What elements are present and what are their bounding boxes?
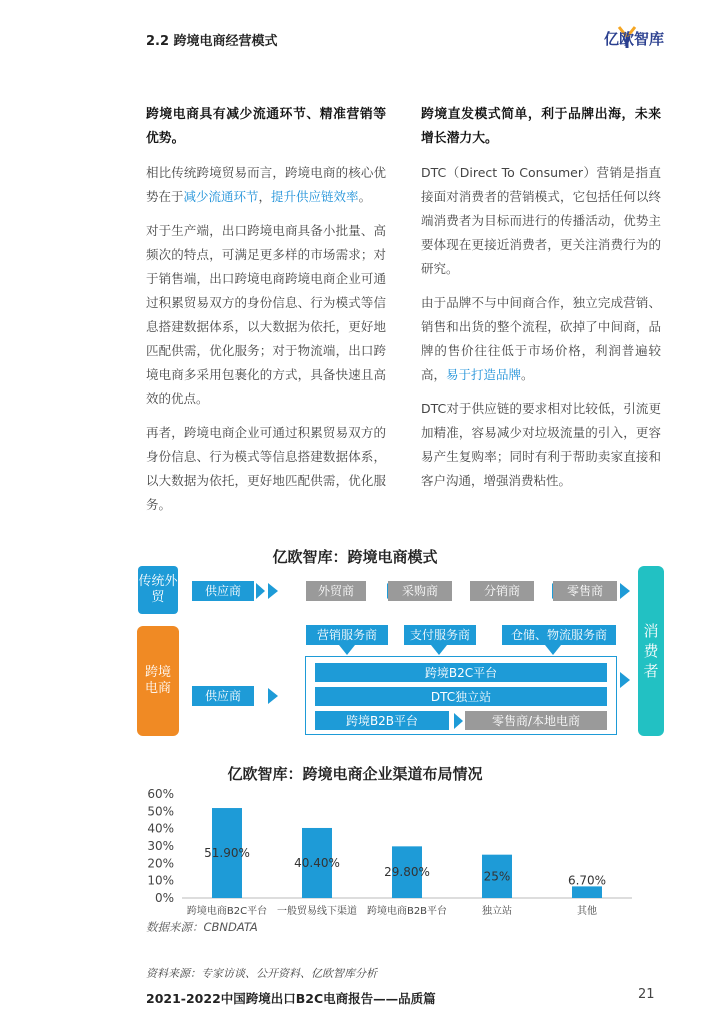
- right-paragraph-2: 由于品牌不与中间商合作，独立完成营销、销售和出货的整个流程，砍掉了中间商，品牌的售价往往低于市场价格，利润普遍较高，易于打造品牌。: [421, 295, 661, 382]
- traditional-trade-box: 传统外贸: [138, 566, 178, 614]
- bar-value-label: 51.90%: [204, 846, 250, 861]
- bar-value-label: 25%: [483, 869, 511, 884]
- bar-value-label: 29.80%: [384, 865, 430, 880]
- x-category-label: 跨境电商B2B平台: [366, 906, 448, 917]
- bar-value-label: 40.40%: [294, 855, 340, 870]
- highlight-supply-chain: 提升供应链效率: [271, 189, 359, 204]
- traditional-supplier-box: 供应商: [192, 581, 254, 601]
- bar: [572, 886, 602, 898]
- chain-distributor: 分销商: [470, 581, 534, 601]
- x-category-label: 跨境电商B2C平台: [186, 906, 268, 917]
- footer-source: 资料来源：专家访谈、公开资料、亿欧智库分析: [146, 967, 377, 980]
- cross-border-supplier-box: 供应商: [192, 686, 254, 706]
- x-category-label: 其他: [577, 906, 597, 917]
- service-logistics: 仓储、物流服务商: [502, 625, 616, 645]
- chain-retailer: 零售商: [553, 581, 617, 601]
- page-number: 21: [638, 987, 655, 1002]
- report-title: 2021-2022中国跨境出口B2C电商报告——品质篇: [146, 991, 436, 1006]
- left-paragraph-2: 对于生产端，出口跨境电商具备小批量、高频次的特点，可满足更多样的市场需求；对于销售端，出口跨境电商跨境电商企业可通过积累贸易双方的身份信息、行为模式等信息搭建数据体系，以大数据为依托，更好地匹配供需，优化服务；对于物流端，出口跨境电商多采用包裹化的方式，具备快速且高效的优点。: [146, 223, 386, 406]
- right-lead: 跨境直发模式简单，利于品牌出海，未来增长潜力大。: [421, 107, 661, 146]
- highlight-brand: 易于打造品牌: [446, 367, 522, 382]
- consumer-box: 消费者: [638, 566, 664, 736]
- left-paragraph-3: 再者，跨境电商企业可通过积累贸易双方的身份信息、行为模式等信息搭建数据体系，以大数据为依托，更好地匹配供需，优化服务。: [146, 425, 386, 512]
- cross-border-box: 跨境电商: [137, 626, 179, 736]
- retailer-local-box: 零售商/本地电商: [465, 711, 607, 730]
- left-paragraph-1: 相比传统跨境贸易而言，跨境电商的核心优势在于减少流通环节，提升供应链效率。: [146, 165, 386, 204]
- y-tick-label: 30%: [147, 839, 174, 853]
- highlight-reduce-circulation: 减少流通环节: [183, 189, 259, 204]
- y-tick-label: 0%: [154, 891, 174, 905]
- chart-title: 亿欧智库：跨境电商企业渠道布局情况: [227, 765, 483, 783]
- y-tick-label: 50%: [147, 804, 174, 819]
- section-title: 2.2 跨境电商经营模式: [146, 34, 278, 49]
- b2b-platform-box: 跨境B2B平台: [315, 711, 449, 730]
- service-marketing: 营销服务商: [306, 625, 388, 645]
- diagram-title: 亿欧智库：跨境电商模式: [272, 548, 438, 566]
- service-payment: 支付服务商: [404, 625, 476, 645]
- x-category-label: 一般贸易线下渠道: [277, 906, 357, 917]
- b2c-platform-box: 跨境B2C平台: [315, 663, 607, 682]
- chart-source: 数据来源：CBNDATA: [146, 920, 258, 934]
- y-tick-label: 60%: [147, 787, 174, 801]
- y-tick-label: 40%: [147, 821, 174, 836]
- chain-purchaser: 采购商: [388, 581, 452, 601]
- channel-bar-chart: [140, 785, 640, 920]
- bar-value-label: 6.70%: [567, 873, 607, 888]
- right-paragraph-3: DTC对于供应链的要求相对比较低，引流更加精准，容易减少对垃圾流量的引入，更容易产生复购率；同时有利于帮助卖家直接和客户沟通，增强消费粘性。: [421, 401, 661, 488]
- brand-name: 亿欧智库: [604, 30, 665, 48]
- x-category-label: 独立站: [482, 906, 512, 917]
- left-lead: 跨境电商具有减少流通环节、精准营销等优势。: [146, 107, 386, 146]
- y-tick-label: 20%: [147, 856, 174, 871]
- y-tick-label: 10%: [147, 873, 174, 888]
- chain-foreign-trader: 外贸商: [306, 581, 366, 601]
- right-paragraph-1: DTC（Direct To Consumer）营销是指直接面对消费者的营销模式，它包括任何以终端消费者为目标而进行的传播活动，优势主要体现在更接近消费者，更关注消费行为的研究。: [421, 165, 661, 276]
- dtc-box: DTC独立站: [315, 687, 607, 706]
